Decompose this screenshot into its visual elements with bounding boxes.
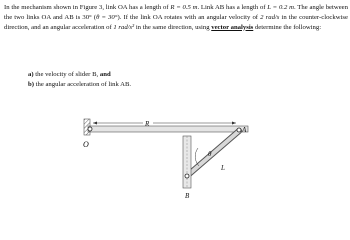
label-o: O [83,140,89,149]
problem-text-5: in the counter-clockwise direction, and an angular acceleration of [4,13,348,31]
question-b-text: the angular acceleration of link AB. [33,81,132,88]
question-a-and: and [99,71,111,78]
label-r: R [145,120,150,128]
label-l: L [221,164,225,172]
omega-value: 2 rad/s [260,13,280,21]
problem-text-2: . Link AB has a length of [197,4,268,11]
problem-text-4: ). If the link OA rotates with an angular velocity of [117,13,261,21]
question-a-label: a) [28,71,34,78]
pin-b [185,174,189,178]
problem-text-7: determine the following: [253,23,322,31]
pivot-o [88,127,92,131]
problem-text-1: In the mechanism shown in Figure 3, link OA has a length of [4,4,171,11]
question-a-text: the velocity of slider B, [33,71,100,78]
r-value: R = 0.5 m [170,4,198,11]
r-arrowhead-right [232,122,236,125]
r-arrowhead-left [93,122,97,125]
guide-rail-top [88,126,248,132]
question-b-label: b) [28,81,34,88]
problem-text-3: . The angle between the two links OA and AB is 30° ( [4,4,348,21]
label-a: A [242,126,247,134]
label-theta: θ [208,150,212,158]
problem-text-6: in the same direction, using [134,23,212,31]
method-emphasis: vector analysis [211,23,254,31]
pin-a [237,128,241,132]
theta-value: θ = 30° [96,13,118,21]
label-b: B [185,192,190,200]
l-value: L = 0.2 m [267,4,294,11]
alpha-value: 1 rad/s² [113,23,135,31]
